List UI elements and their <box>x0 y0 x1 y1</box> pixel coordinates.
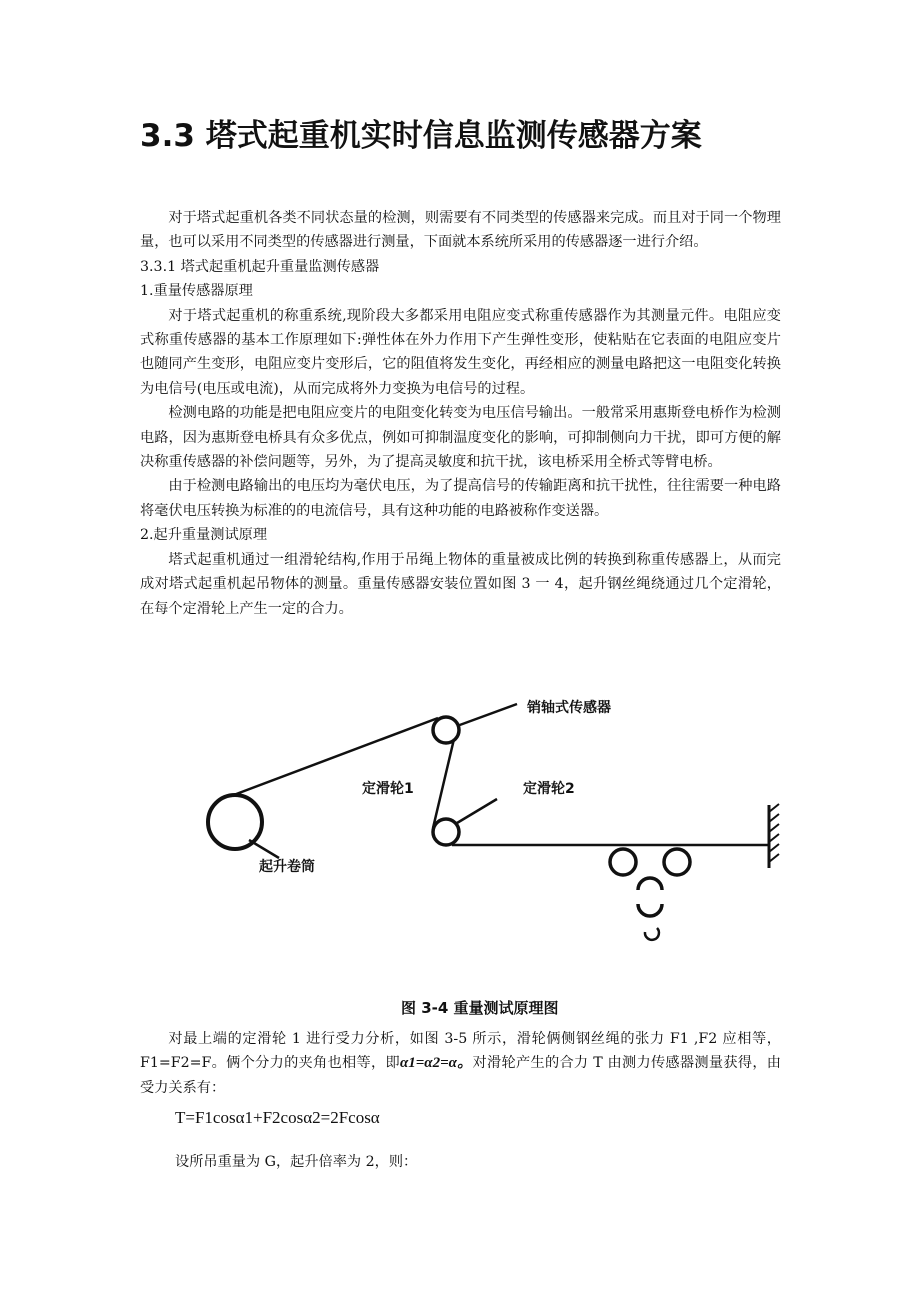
subsection-heading-331: 3.3.1 塔式起重机起升重量监测传感器 <box>140 258 380 275</box>
hook-pulley-left <box>610 849 636 875</box>
paragraph-pulley-structure: 塔式起重机通过一组滑轮结构,作用于吊绳上物体的重量被成比例的转换到称重传感器上，从而完成对塔式起重机起吊物体的测量。重量传感器安装位置如图 3 一 4，起升钢丝绳绕通过几个定滑轮，在每个定滑轮上产生一定的合力。 <box>140 551 781 617</box>
label-pulley1: 定滑轮1 <box>362 781 414 797</box>
force-analysis-text-end: 对滑轮产生的合力 T 由测力传感器测量获得，由受力关系有： <box>140 1055 781 1096</box>
hook-block-top <box>638 878 662 890</box>
hook-block-bottom <box>638 904 662 916</box>
paragraph-lifted-weight: 设所吊重量为 G，起升倍率为 2，则： <box>175 1154 418 1170</box>
heading-weight-sensor-principle: 1.重量传感器原理 <box>140 283 253 300</box>
hoist-drum-shape <box>208 795 262 849</box>
paragraph-strain-gauge: 对于塔式起重机的称重系统,现阶段大多都采用电阻应变式称重传感器作为其测量元件。电阻应变式称重传感器的基本工作原理如下:弹性体在外力作用下产生弹性变形，使粘贴在它表面的电阻应变片也随同产生变形，电阻应变片变形后，它的阻值将发生变化，再经相应的测量电路把这一电阻变化转换为电信号(电压或电流)，从而完成将外力变换为电信号的过程。 <box>140 307 781 397</box>
force-analysis-section <box>140 1027 781 1100</box>
rope-pulley1-to-pulley2 <box>433 739 454 828</box>
intro-paragraph: 对于塔式起重机各类不同状态量的检测，则需要有不同类型的传感器来完成。而且对于同一个物理量，也可以采用不同类型的传感器进行测量，下面就本系统所采用的传感器逐一进行介绍。 <box>140 210 781 251</box>
section-title: 3.3 塔式起重机实时信息监测传感器方案 <box>140 118 702 154</box>
hook-pulley-right <box>664 849 690 875</box>
paragraph-transmitter: 由于检测电路输出的电压均为毫伏电压，为了提高信号的传输距离和抗干扰性，往往需要一种电路将毫伏电压转换为标准的的电流信号，具有这种功能的电路被称作变送器。 <box>140 478 781 519</box>
alpha-equality: α1=α2=α。 <box>399 1055 473 1072</box>
document-body <box>140 206 781 621</box>
paragraph-wheatstone-bridge: 检测电路的功能是把电阻应变片的电阻变化转变为电压信号输出。一般常采用惠斯登电桥作为检测电路，因为惠斯登电桥具有众多优点，例如可抑制温度变化的影响，可抑制侧向力干扰，即可方便的解决称重传感器的补偿问题等，另外，为了提高灵敏度和抗干扰，该电桥采用全桥式等臂电桥。 <box>140 405 781 471</box>
resultant-force-formula: T=F1cosα1+F2cosα2=2Fcosα <box>175 1108 380 1127</box>
leader-drum <box>249 840 279 858</box>
paragraph-force-analysis <box>140 1027 781 1100</box>
leader-sensor <box>457 704 517 726</box>
label-hoist-drum: 起升卷筒 <box>259 859 315 875</box>
label-pulley2: 定滑轮2 <box>523 781 575 797</box>
figure-caption: 图 3-4 重量测试原理图 <box>401 999 559 1017</box>
heading-lifting-weight-test: 2.起升重量测试原理 <box>140 527 268 544</box>
label-pin-sensor: 销轴式传感器 <box>527 700 611 716</box>
force-analysis-text-start: 对最上端的定滑轮 1 进行受力分析，如图 3-5 所示，滑轮俩侧钢丝绳的张力 F1 ,F2 应相等，F1=F2=F。俩个分力的夹角也相等，即 <box>140 1031 781 1072</box>
pulley-diagram <box>195 690 795 1030</box>
figure-weight-test-principle <box>195 690 795 1030</box>
leader-pulley2 <box>457 799 497 823</box>
pulley1-shape <box>433 717 459 743</box>
pulley2-shape <box>433 819 459 845</box>
hook-shape <box>645 928 659 940</box>
